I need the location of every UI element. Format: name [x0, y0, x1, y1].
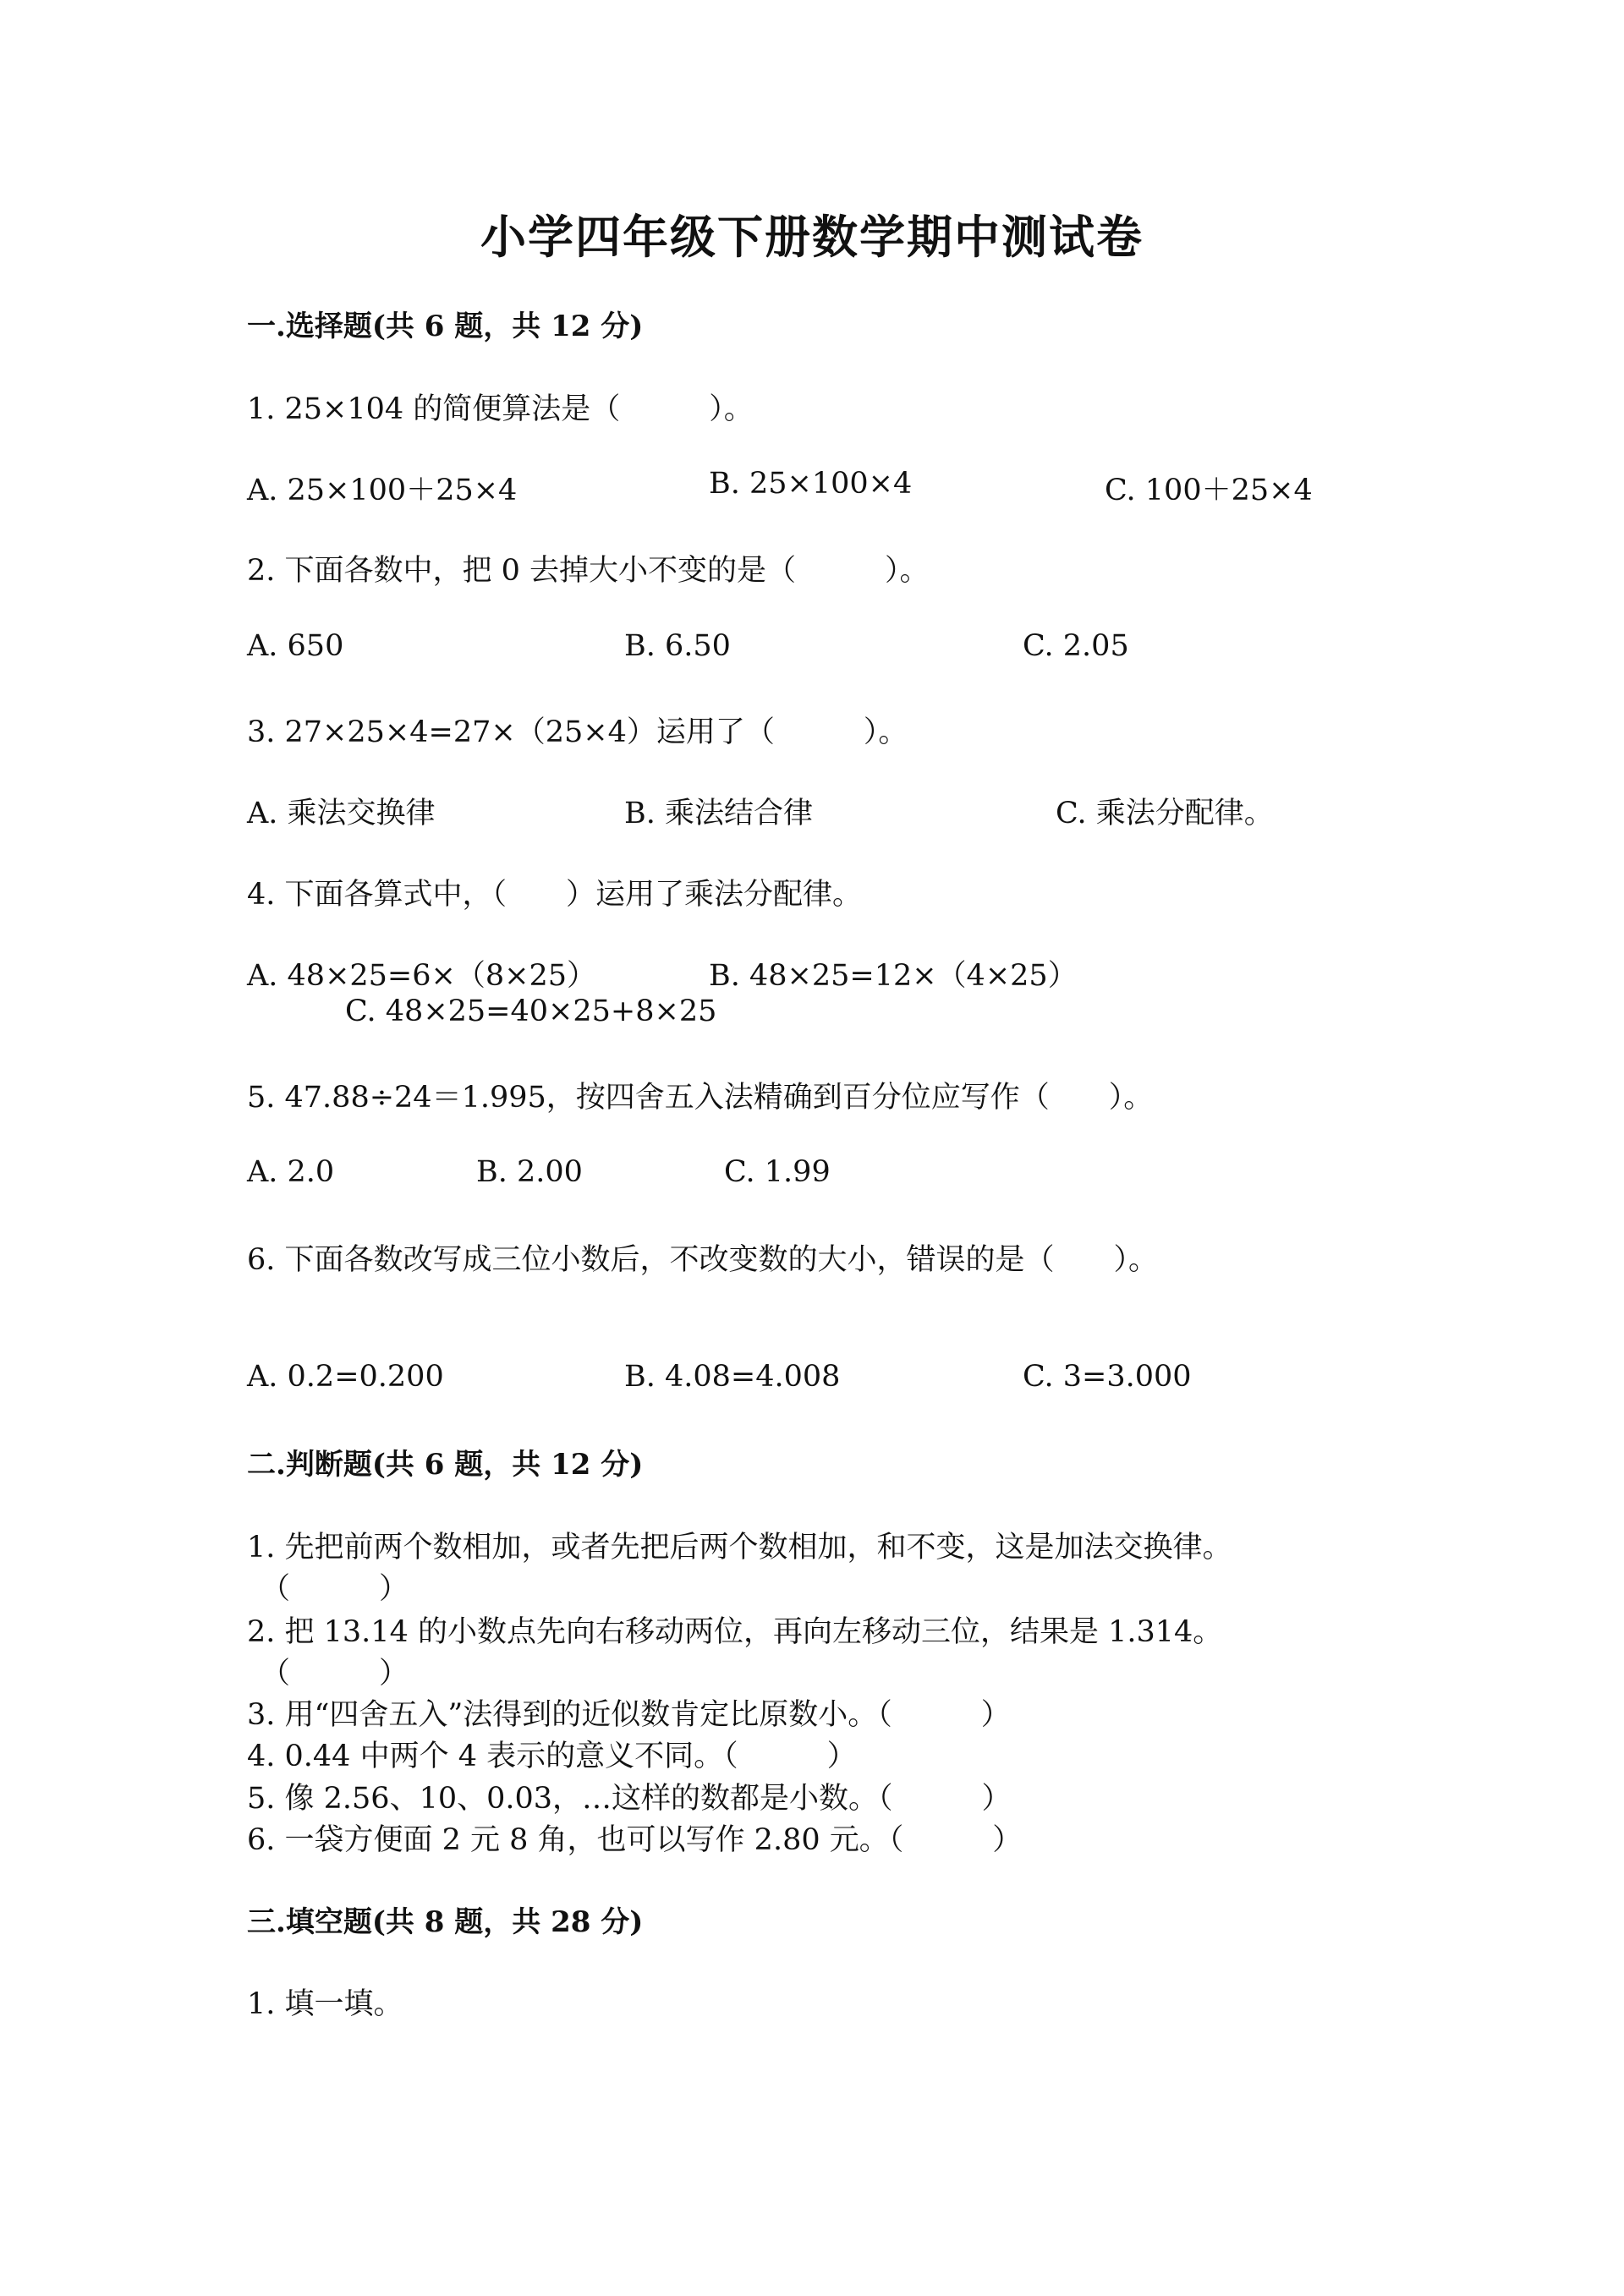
option-b: B. 25×100×4 [709, 467, 913, 501]
section-heading-true-false: 二.判断题(共 6 题，共 12 分) [247, 1448, 644, 1482]
statement-line: 6. 一袋方便面 2 元 8 角，也可以写作 2.80 元。（ ） [247, 1823, 1023, 1857]
question-text: 6. 下面各数改写成三位小数后，不改变数的大小，错误的是（ ）。 [247, 1243, 1159, 1277]
statement-line: 5. 像 2.56、10、0.03，…这样的数都是小数。（ ） [247, 1782, 1012, 1816]
statement-line: 2. 把 13.14 的小数点先向右移动两位，再向左移动三位，结果是 1.314。 [247, 1615, 1223, 1649]
option-b: B. 乘法结合律 [624, 797, 813, 830]
option-b: B. 6.50 [624, 629, 731, 663]
question-text: 1. 填一填。 [247, 1987, 403, 2021]
option-c: C. 48×25=40×25+8×25 [345, 995, 717, 1028]
question-text: 1. 25×104 的简便算法是（ ）。 [247, 392, 754, 426]
option-a: A. 2.0 [247, 1155, 335, 1189]
question-text: 3. 27×25×4=27×（25×4）运用了（ ）。 [247, 715, 908, 749]
statement-line: 4. 0.44 中两个 4 表示的意义不同。（ ） [247, 1740, 857, 1773]
question-text: 4. 下面各算式中，（ ）运用了乘法分配律。 [247, 878, 863, 912]
option-c: C. 3=3.000 [1023, 1360, 1192, 1394]
statement-line: 3. 用“四舍五入”法得到的近似数肯定比原数小。（ ） [247, 1698, 1011, 1732]
option-a: A. 48×25=6×（8×25） [247, 959, 596, 993]
statement-line: 1. 先把前两个数相加，或者先把后两个数相加，和不变，这是加法交换律。 [247, 1531, 1232, 1564]
option-c: C. 乘法分配律。 [1056, 797, 1274, 830]
question-text: 5. 47.88÷24＝1.995，按四舍五入法精确到百分位应写作（ ）。 [247, 1081, 1154, 1115]
option-c: C. 1.99 [724, 1155, 831, 1189]
section-heading-multiple-choice: 一.选择题(共 6 题，共 12 分) [247, 310, 644, 343]
option-a: A. 650 [247, 629, 344, 663]
question-text: 2. 下面各数中，把 0 去掉大小不变的是（ ）。 [247, 554, 930, 588]
answer-blank: （ ） [261, 1572, 409, 1606]
page-title: 小学四年级下册数学期中测试卷 [480, 210, 1144, 264]
section-heading-fill-in: 三.填空题(共 8 题，共 28 分) [247, 1905, 644, 1939]
option-c: C. 2.05 [1023, 629, 1129, 663]
answer-blank: （ ） [261, 1657, 409, 1690]
option-b: B. 48×25=12×（4×25） [709, 959, 1078, 993]
option-b: B. 2.00 [476, 1155, 583, 1189]
option-c: C. 100＋25×4 [1105, 474, 1313, 507]
option-a: A. 0.2=0.200 [247, 1360, 444, 1394]
option-a: A. 25×100＋25×4 [247, 474, 518, 507]
option-b: B. 4.08=4.008 [624, 1360, 841, 1394]
option-a: A. 乘法交换律 [247, 797, 436, 830]
